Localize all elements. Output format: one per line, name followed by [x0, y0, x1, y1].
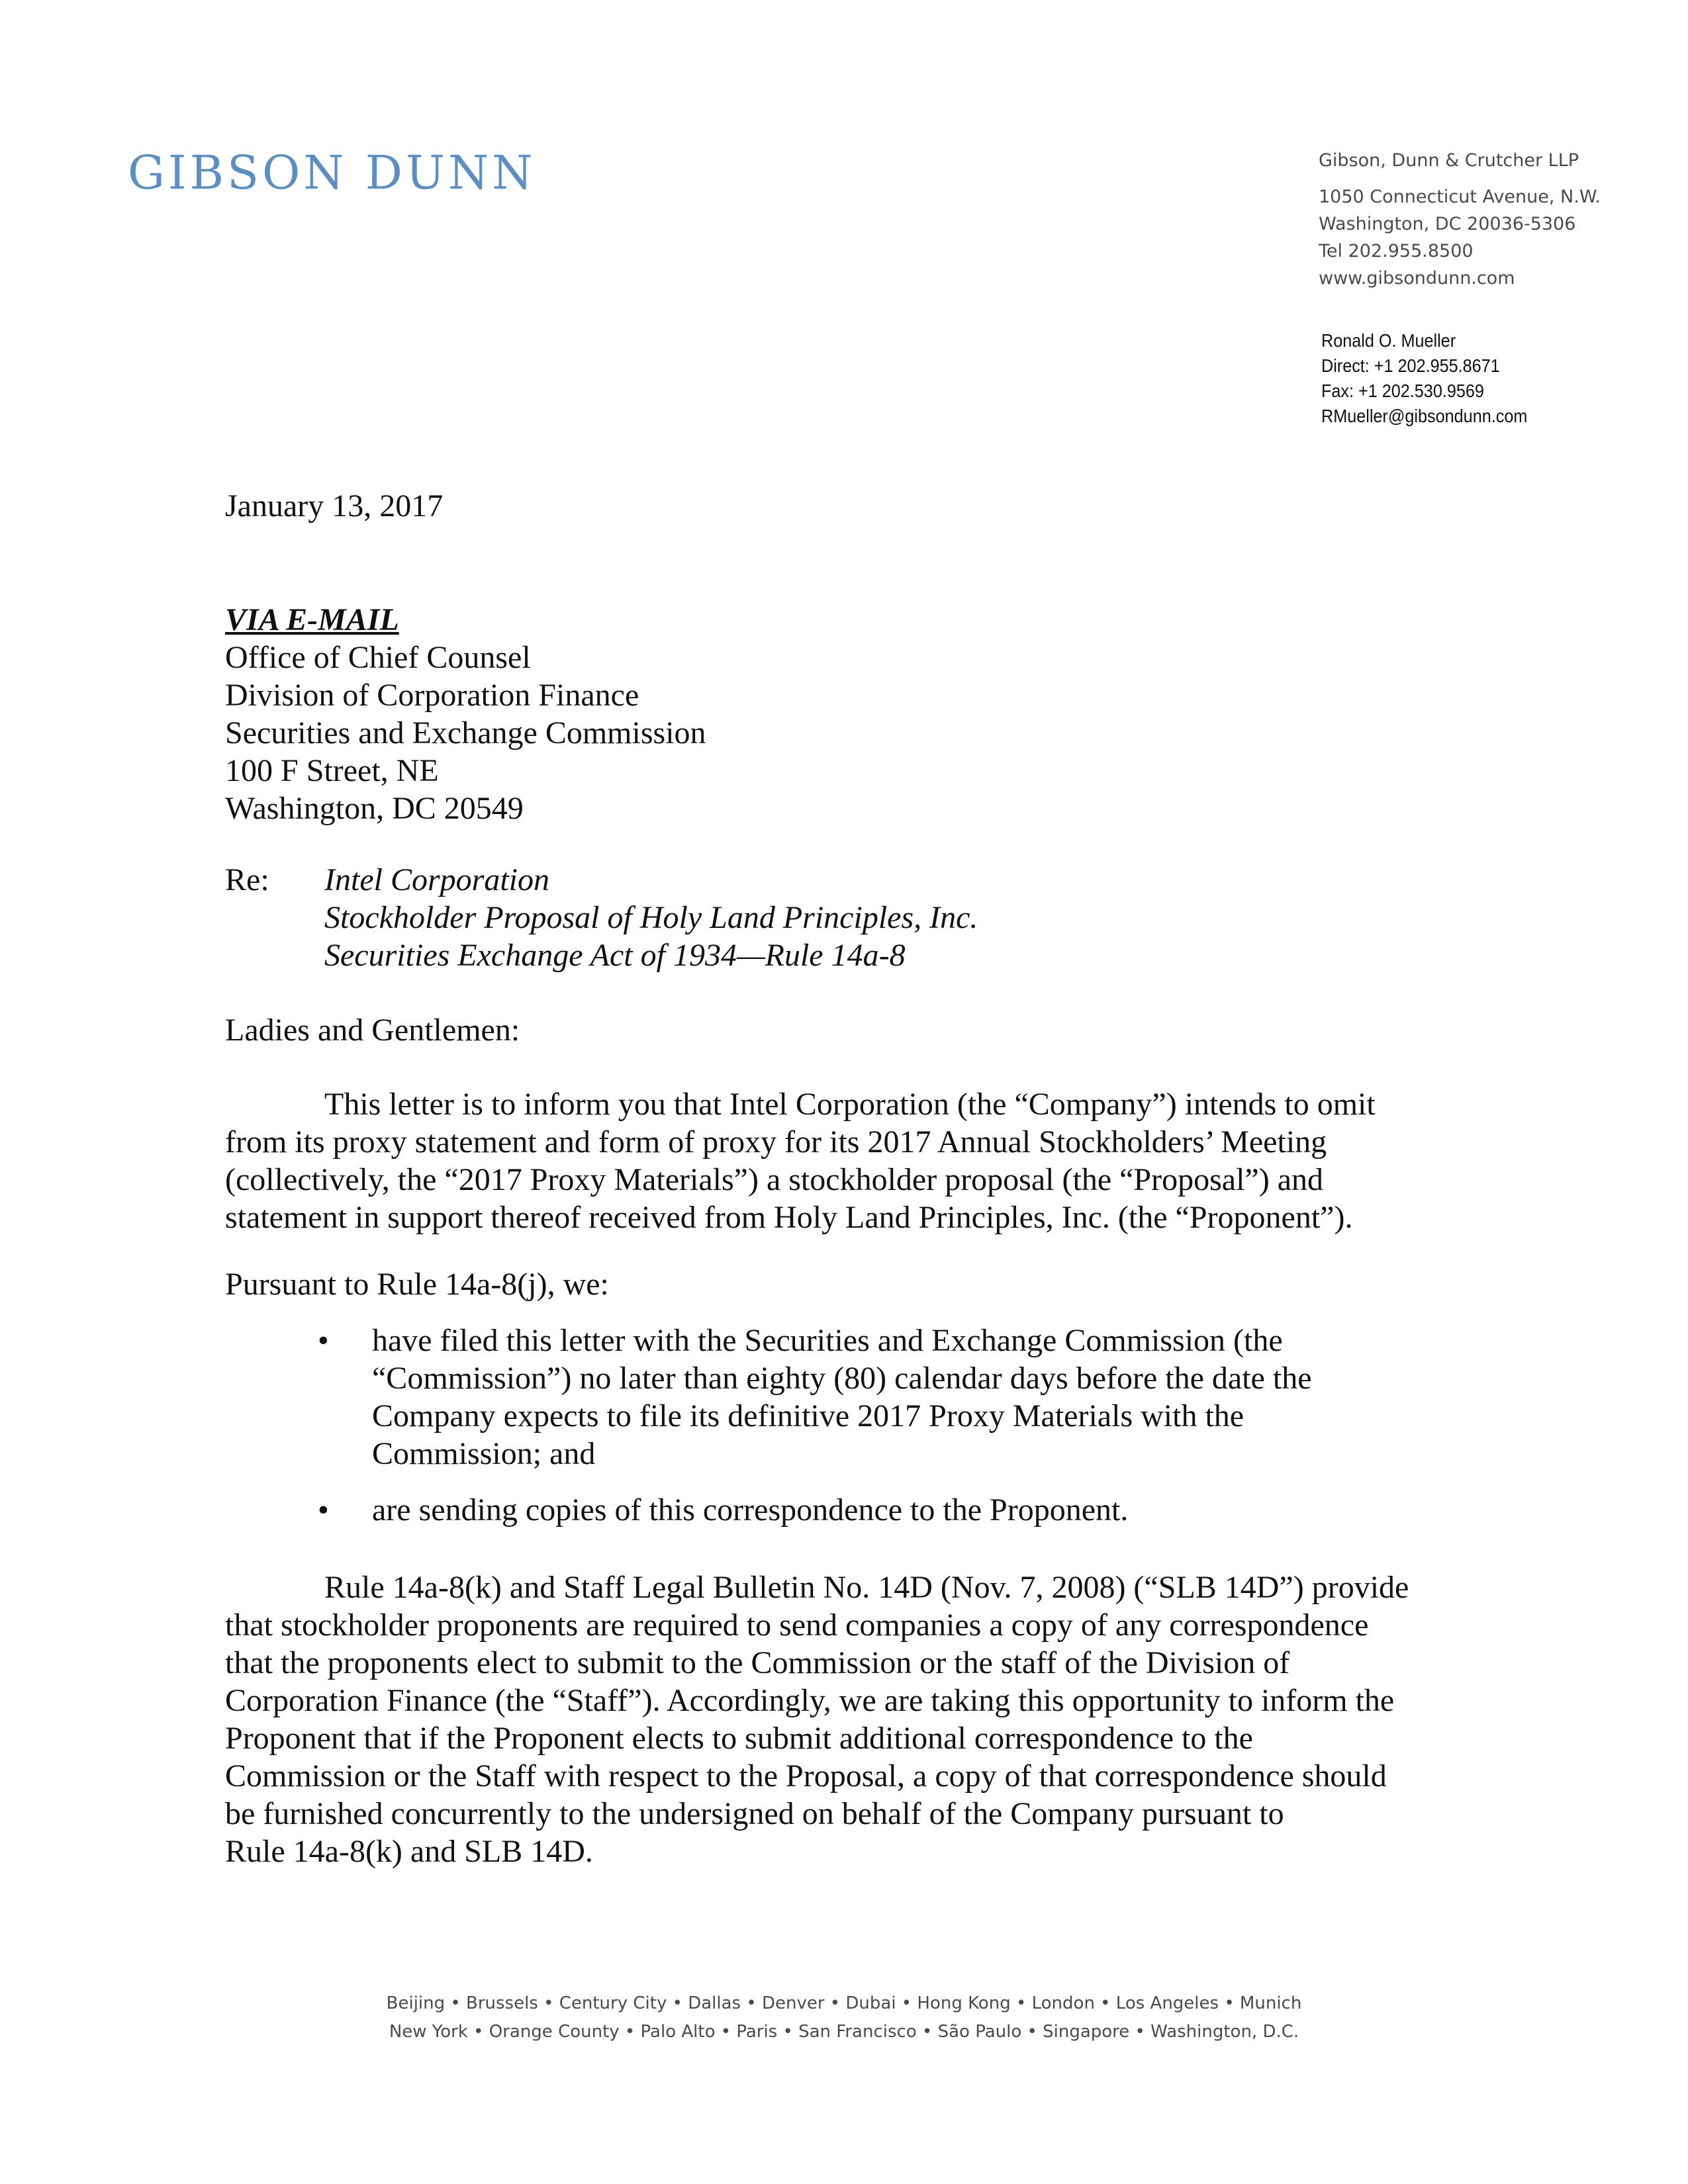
attorney-fax: Fax: +1 202.530.9569: [1321, 381, 1484, 401]
firm-address-line1: 1050 Connecticut Avenue, N.W.: [1319, 187, 1601, 207]
firm-name: Gibson, Dunn & Crutcher LLP: [1319, 150, 1579, 171]
bullet-icon: •: [318, 1323, 329, 1358]
paragraph-line: Rule 14a-8(k) and Staff Legal Bulletin No. 14D (Nov. 7, 2008) (“SLB 14D”) provide: [324, 1570, 1409, 1605]
bullet-line: Company expects to file its definitive 2017 Proxy Materials with the: [372, 1398, 1244, 1433]
recipient-line: Washington, DC 20549: [225, 791, 524, 826]
attorney-name: Ronald O. Mueller: [1321, 330, 1456, 351]
bullet-line: “Commission”) no later than eighty (80) calendar days before the date the: [372, 1361, 1312, 1396]
bullet-line: are sending copies of this correspondence to the Proponent.: [372, 1492, 1129, 1527]
recipient-line: Office of Chief Counsel: [225, 640, 531, 675]
attorney-contact-block: [1321, 328, 1527, 429]
pursuant-statement: Pursuant to Rule 14a-8(j), we:: [225, 1267, 609, 1302]
paragraph-line: from its proxy statement and form of proxy for its 2017 Annual Stockholders’ Meeting: [225, 1124, 1327, 1160]
recipient-line: 100 F Street, NE: [225, 753, 439, 788]
paragraph-correspondence: [225, 1569, 1496, 1870]
firm-contact-block: [1319, 147, 1601, 292]
firm-address-line2: Washington, DC 20036-5306: [1319, 214, 1576, 234]
paragraph-line: Corporation Finance (the “Staff”). Accordingly, we are taking this opportunity to inform the: [225, 1683, 1395, 1718]
recipient-address: [225, 639, 1496, 827]
bullet-line: Commission; and: [372, 1436, 596, 1471]
subject-lines: [324, 861, 978, 974]
bullet-line: have filed this letter with the Securities and Exchange Commission (the: [372, 1323, 1283, 1358]
list-item: [318, 1491, 1589, 1529]
bullet-icon: •: [318, 1492, 329, 1527]
paragraph-line: be furnished concurrently to the undersigned on behalf of the Company pursuant to: [225, 1796, 1284, 1831]
salutation: Ladies and Gentlemen:: [225, 1013, 520, 1048]
recipient-line: Division of Corporation Finance: [225, 678, 639, 713]
paragraph-line: (collectively, the “2017 Proxy Materials”) a stockholder proposal (the “Proposal”) and: [225, 1162, 1324, 1197]
paragraph-line: Proponent that if the Proponent elects to submit additional correspondence to the: [225, 1721, 1253, 1756]
paragraph-intro: [225, 1085, 1496, 1236]
subject-block: [225, 861, 1496, 973]
paragraph-line: Rule 14a-8(k) and SLB 14D.: [225, 1834, 593, 1869]
subject-line: Securities Exchange Act of 1934—Rule 14a-8: [324, 938, 906, 973]
attorney-direct-phone: Direct: +1 202.955.8671: [1321, 355, 1500, 376]
office-locations-line2: New York • Orange County • Palo Alto • Paris • San Francisco • São Paulo • Singapore • Washington, D.C.: [389, 2022, 1299, 2042]
attorney-email: RMueller@gibsondunn.com: [1321, 406, 1528, 426]
letter-date: January 13, 2017: [225, 488, 444, 523]
subject-label: Re:: [225, 862, 269, 897]
delivery-method: VIA E-MAIL: [225, 602, 399, 637]
recipient-line: Securities and Exchange Commission: [225, 715, 706, 751]
firm-website: www.gibsondunn.com: [1319, 268, 1515, 289]
bullet-list: [318, 1322, 1589, 1529]
paragraph-line: Commission or the Staff with respect to the Proposal, a copy of that correspondence should: [225, 1758, 1387, 1794]
firm-logo: GIBSON DUNN: [128, 146, 536, 200]
paragraph-line: that the proponents elect to submit to the Commission or the staff of the Division of: [225, 1645, 1290, 1680]
paragraph-line: This letter is to inform you that Intel Corporation (the “Company”) intends to omit: [324, 1087, 1376, 1122]
paragraph-line: that stockholder proponents are required to send companies a copy of any correspondence: [225, 1608, 1369, 1643]
list-item: [318, 1322, 1589, 1473]
subject-line: Intel Corporation: [324, 862, 550, 897]
subject-line: Stockholder Proposal of Holy Land Principles, Inc.: [324, 900, 978, 935]
firm-telephone: Tel 202.955.8500: [1319, 241, 1474, 261]
office-locations-line1: Beijing • Brussels • Century City • Dallas • Denver • Dubai • Hong Kong • London • Los Angeles • Munich: [386, 1993, 1302, 2013]
paragraph-line: statement in support thereof received from Holy Land Principles, Inc. (the “Proponent”).: [225, 1200, 1353, 1235]
